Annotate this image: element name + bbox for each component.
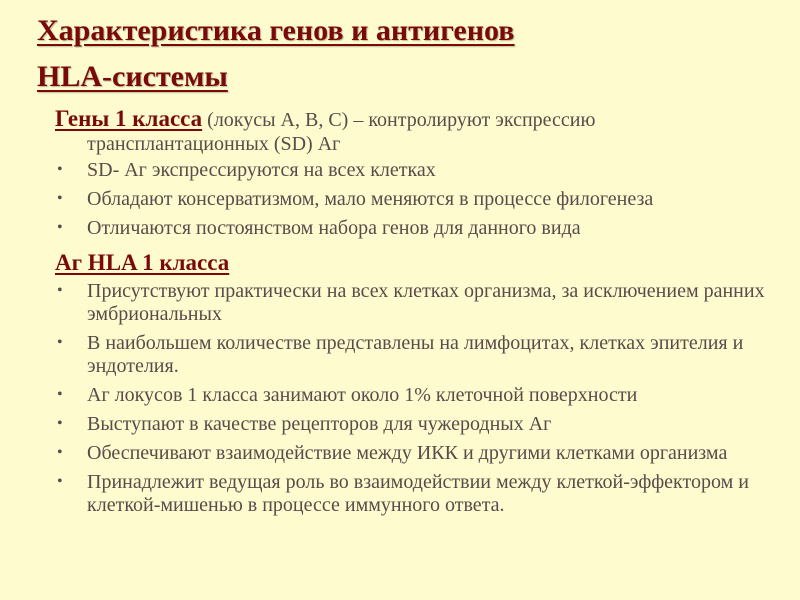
bullet-item [55, 384, 775, 407]
bullet-text: Обладают консерватизмом, мало меняются в процессе филогенеза [87, 188, 654, 210]
bullet-text: Выступают в качестве рецепторов для чужеродных Аг [87, 413, 552, 435]
bullet-text: SD- Аг экспрессируются на всех клетках [87, 159, 436, 181]
bullet-item [55, 332, 775, 378]
section1-heading-continuation: трансплантационных (SD) Аг [87, 133, 341, 155]
bullet-text: Принадлежит ведущая роль во взаимодействии между клеткой-эффектором и клеткой-мишенью в процессе иммунного ответа. [87, 471, 749, 516]
title-line-1: Характеристика генов и антигенов [37, 14, 515, 47]
bullet-item [55, 217, 775, 240]
bullet-item [55, 280, 775, 326]
bullet-item [55, 413, 775, 436]
section1-heading-rest: (локусы А, В, С) – контролируют экспрессию [202, 109, 596, 131]
bullet-dot-icon: • [57, 190, 63, 207]
bullet-text: Обеспечивают взаимодействие между ИКК и другими клетками организма [87, 442, 728, 464]
bullet-text: Присутствуют практически на всех клетках организма, за исключением ранних эмбриональных [87, 280, 765, 325]
section2-header [55, 248, 775, 278]
title-line-2: HLA-системы [37, 60, 228, 93]
section2-bullets [55, 280, 775, 517]
section2-heading: Аг HLA 1 класса [55, 250, 230, 275]
bullet-item [55, 442, 775, 465]
bullet-dot-icon: • [57, 473, 63, 490]
bullet-dot-icon: • [57, 444, 63, 461]
bullet-item [55, 159, 775, 182]
bullet-dot-icon: • [57, 386, 63, 403]
bullet-dot-icon: • [57, 334, 63, 351]
slide-content [55, 104, 775, 523]
bullet-dot-icon: • [57, 161, 63, 178]
section1-heading: Гены 1 класса [55, 106, 203, 131]
bullet-text: В наибольшем количестве представлены на лимфоцитах, клетках эпителия и эндотелия. [87, 332, 744, 377]
bullet-text: Отличаются постоянством набора генов для данного вида [87, 217, 581, 239]
slide-title [37, 8, 777, 100]
bullet-dot-icon: • [57, 415, 63, 432]
bullet-item [55, 188, 775, 211]
bullet-text: Аг локусов 1 класса занимают около 1% клеточной поверхности [87, 384, 638, 406]
section1-bullets [55, 159, 775, 240]
bullet-item [55, 471, 775, 517]
section1-header [55, 104, 775, 135]
bullet-dot-icon: • [57, 219, 63, 236]
bullet-dot-icon: • [57, 282, 63, 299]
